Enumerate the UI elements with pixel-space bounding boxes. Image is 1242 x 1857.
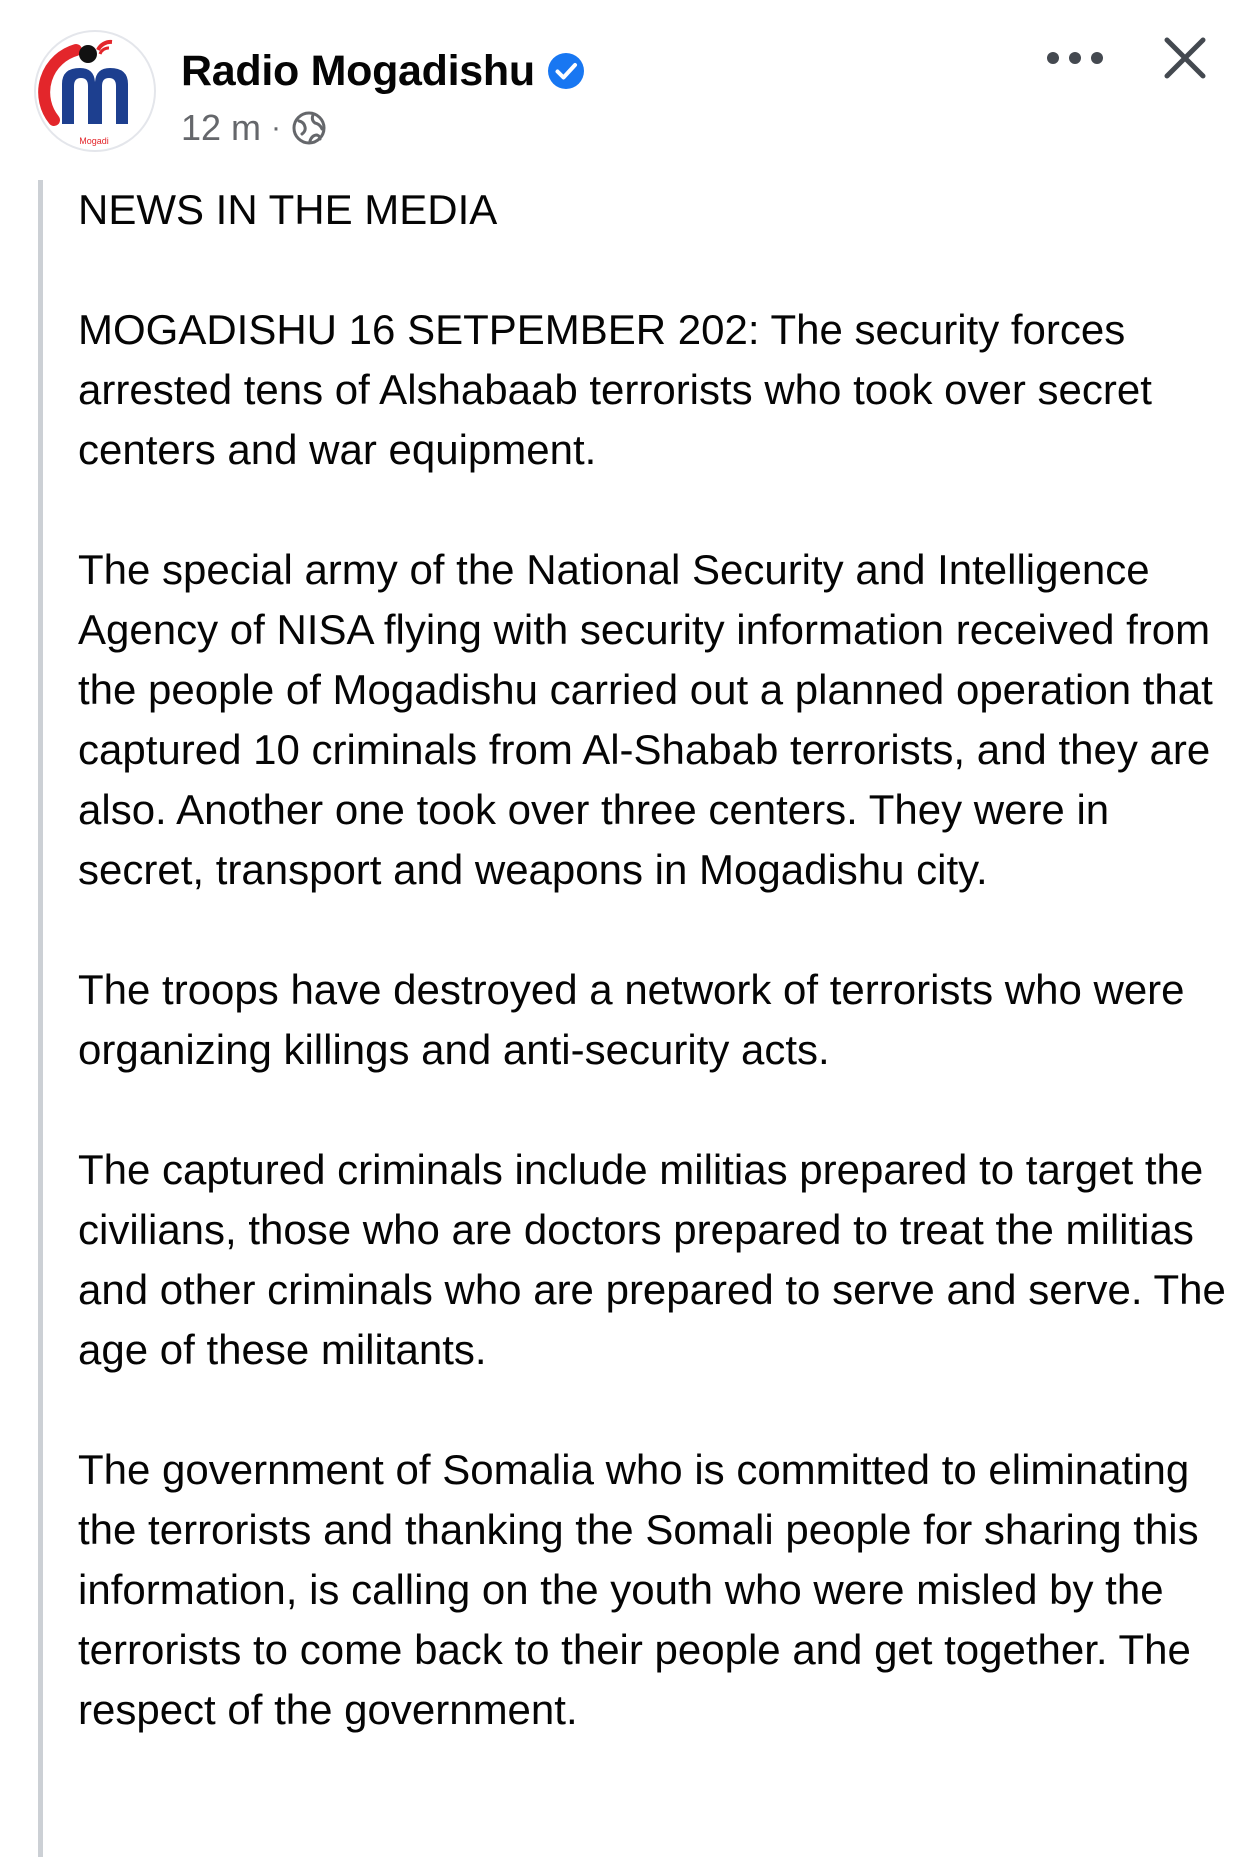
avatar-caption: Mogadi [79,136,109,146]
more-options-button[interactable] [1040,36,1110,80]
post-header [0,0,1242,175]
page-name[interactable]: Radio Mogadishu [181,46,535,95]
post-paragraph: The special army of the National Security and Intelligence Agency of NISA flying with security information received from the people of Mogadishu carried out a planned operation that captured 10 criminals from Al-Shabab terrorists, and they are also. Another one took over three centers. They were in secret, transport and weapons in Mogadishu city. [78,546,1213,893]
page-avatar[interactable] [34,30,156,152]
radio-mogadishu-logo-icon [36,32,154,150]
page-name-row [181,46,585,96]
more-options-icon [1045,50,1105,66]
post-paragraph: MOGADISHU 16 SETPEMBER 202: The security forces arrested tens of Alshabaab terrorists who took over secret centers and war equipment. [78,306,1152,473]
verified-badge-icon [547,52,585,90]
post-meta [181,104,327,152]
close-icon [1163,36,1207,80]
post-paragraph: The government of Somalia who is committed to eliminating the terrorists and thanking the Somali people for sharing this information, is calling on the youth who were misled by the terrorists to come back to their people and get together. The respect of the government. [78,1446,1199,1733]
post-timestamp[interactable]: 12 m [181,107,262,148]
post-paragraph: NEWS IN THE MEDIA [78,186,498,233]
post-paragraph: The captured criminals include militias prepared to target the civilians, those who are doctors prepared to treat the militias and other criminals who are prepared to serve and serve. The age of these militants. [78,1146,1226,1373]
post-body [38,180,1228,1857]
post-text [78,180,1228,1800]
globe-icon [291,110,327,146]
close-button[interactable] [1155,28,1215,88]
meta-separator: · [271,111,282,144]
post-paragraph: The troops have destroyed a network of terrorists who were organizing killings and anti-security acts. [78,966,1185,1073]
